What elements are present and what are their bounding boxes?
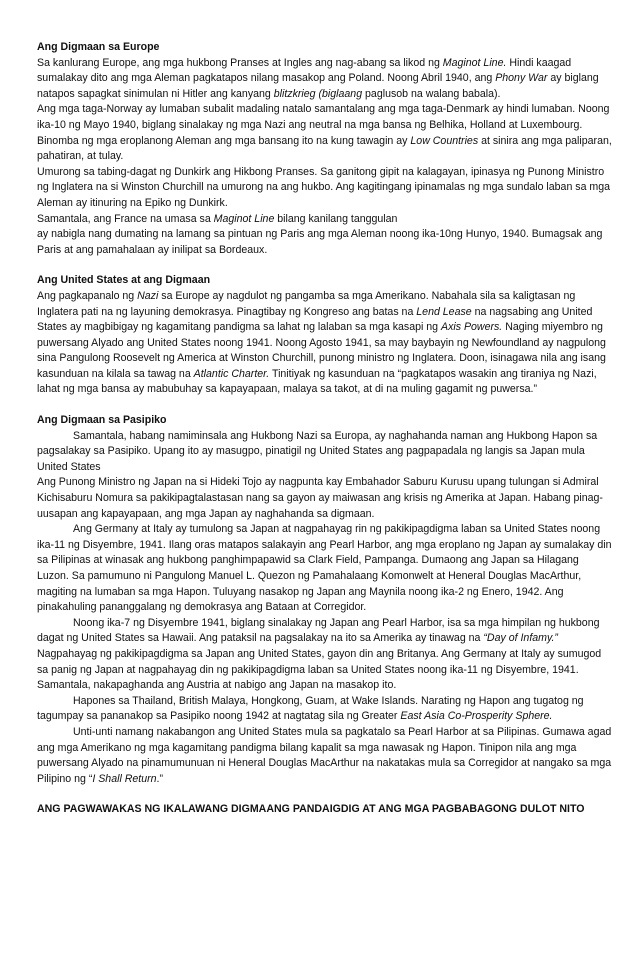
paragraph [37,227,612,258]
text-run: Ang Punong Ministro ng Japan na si Hideki Tojo ay nagpunta kay Embahador Saburu Kurusu upang tulungan si Admiral Kichisaburu Nomura sa pakikipagtalastasan nang sa gayon ay maiwasan ang krisis ng Amerika at Japan. Habang pinag-uusapan ang kapayapaan, ang mga Japan ay naghahanda sa digmaan. [37,476,603,520]
text-run: na nagsabing ang United States ay magbibigay ng kagamitang pandigma sa lahat ng lalaban sa mga kasapi ng [37,305,593,334]
text-run: ay biglang natapos sapagkat sinimulan ni Hitler ang kanyang [37,72,599,100]
document-body [37,40,612,787]
text-run: paglusob na walang babala). [362,87,501,100]
section-heading: Ang Digmaan sa Pasipiko [37,414,167,427]
paragraph [37,165,612,212]
paragraph [37,647,612,694]
italic-text: I Shall Return [92,772,157,785]
text-run: Nagpahayag ng pakikipagdigma sa Japan ang United States, gayon din ang Britanya. Ang Germany at Italy ay sumugod sa panig ng Japan at nagpahayag din ng pakikipagdigma laban sa United States noong ika-11 ng Disyembre, 1941. Samantala, nakapaghanda ang Austria at nabigo ang Japan na masakop ito. [37,647,602,692]
paragraph [37,212,612,228]
text-run: Naging miyembro ng puwersang Alyado ang United States noong 1941. Noong Agosto 1941, sa may baybayin ng Newfoundland ay nagpulong sina Pangulong Roosevelt ng America at Winston Churchill, punong ministro ng Inglatera. Doon, isinagawa nila ang isang kasunduan na kilala sa tawag na [37,321,606,380]
section [37,273,612,398]
section [37,40,612,258]
paragraph [37,102,612,164]
paragraph [37,56,612,103]
paragraph [37,475,612,522]
text-run: bilang kanilang tanggulan [274,212,398,225]
text-run: Noong ika-7 ng Disyembre 1941, biglang sinalakay ng Japan ang Pearl Harbor, isa sa mga himpilan ng hukbong dagat ng United States sa Hawaii. Ang pataksil na pagsalakay na ito sa Amerika ay tinawag na [37,616,600,645]
text-run: Ang pagkapanalo ng [37,289,138,302]
text-run: Umurong sa tabing-dagat ng Dunkirk ang Hikbong Pranses. Sa ganitong gipit na kalagayan, ipinasya ng Punong Ministro ng Inglatera na si Winston Churchill na umurong na ang hukbo. Ang kagitingang ipinamalas ng mga sundalo laban sa mga Aleman ay itinuring na Epiko ng Dunkirk. [37,165,611,209]
italic-text: Nazi [137,289,159,302]
section [37,413,612,787]
final-heading: ANG PAGWAWAKAS NG IKALAWANG DIGMAANG PANDAIGDIG AT ANG MGA PAGBABAGONG DULOT NITO [37,803,585,816]
italic-text: “Day of Infamy.” [483,632,558,645]
section-heading: Ang Digmaan sa Europe [37,41,160,53]
italic-text: Maginot Line [213,212,275,225]
paragraph [37,289,612,398]
paragraph [37,522,612,616]
text-run: Sa kanlurang Europe, ang mga hukbong Pranses at Ingles ang nag-abang sa likod ng [37,56,443,69]
paragraph [37,616,612,647]
italic-text: Maginot Line. [442,56,507,69]
text-run: ay nabigla nang dumating na lamang sa pintuan ng Paris ang mga Aleman noong ika-10ng Hunyo, 1940. Bumagsak ang Paris at ang pamahalaan ay inilipat sa Bordeaux. [37,228,603,256]
text-run: Ang Germany at Italy ay tumulong sa Japan at nagpahayag rin ng pakikipagdigma laban sa United States noong ika-11 ng Disyembre, 1941. Ilang oras matapos salakayin ang Pearl Harbor, ang mga eroplano ng Japan ay sumalakay din sa Pilipinas at winasak ang hukbong panghimpapawid sa Clark Field, Pampanga. Dumaong ang Japan sa Hilagang Luzon. Sa pamumuno ni Pangulong Manuel L. Quezon ng Pamahalaang Komonwelt at Heneral Douglas MacArthur, magiting na lumaban sa mga Hapon. Tuluyang nasakop ng Japan ang Maynila noong ika-2 ng Enero, 1942. Ang pinakahuling pananggalang ng demokrasya ang Bataan at Corregidor. [37,523,612,614]
section-heading: Ang United States at ang Digmaan [37,274,211,287]
italic-text: Atlantic Charter. [193,367,270,380]
paragraph [37,694,612,725]
text-run: Samantala, habang namiminsala ang Hukbong Nazi sa Europa, ay naghahanda naman ang Hukbong Hapon sa pagsalakay sa Pasipiko. Upang ito ay masugpo, pinatigil ng United States ang pagpapadala ng langis sa Japan mula United States [37,429,598,473]
text-run: Ang mga taga-Norway ay lumaban subalit madaling natalo samantalang ang mga taga-Denmark ay hindi lumaban. Noong ika-10 ng Mayo 1940, biglang sinalakay ng mga Nazi ang neutral na mga bansa ng Belhika, Holland at Luxembourg. Binomba ng mga eroplanong Aleman ang mga bansang ito na kung tawagin ay [37,103,610,147]
text-run: Hapones sa Thailand, British Malaya, Hongkong, Guam, at Wake Islands. Narating ng Hapon ang tugatog ng tagumpay sa pananakop sa Pasipiko noong 1942 at nagtatag sila ng Greater [37,694,584,723]
paragraph [37,429,612,476]
text-run: .” [156,772,164,785]
italic-text: Axis Powers. [441,321,503,334]
paragraph [37,725,612,787]
italic-text: Low Countries [410,134,479,147]
italic-text: blitzkrieg (biglaang [273,87,363,100]
text-run: Tinitiyak ng kasunduan na “pagkatapos wasakin ang tiraniya ng Nazi, lahat ng mga bansa ay mabubuhay sa kapayapaan, malaya sa takot, at di na muling gagamit ng puwersa.” [37,367,597,396]
italic-text: Lend Lease [416,305,472,318]
italic-text: Phony War [495,72,548,85]
text-run: at sinira ang mga paliparan, pahatiran, at tulay. [37,134,612,163]
italic-text: East Asia Co-Prosperity Sphere. [400,710,553,723]
text-run: Hindi kaagad sumalakay dito ang mga Aleman pagkatapos nilang masakop ang Poland. Noong Abril 1940, ang [37,56,572,85]
text-run: sa Europe ay nagdulot ng pangamba sa mga Amerikano. Nabahala sila sa kaligtasan ng Inglatera pati na ng layuning demokrasya. Pinagtibay ng Kongreso ang batas na [37,289,576,318]
text-run: Samantala, ang France na umasa sa [37,212,214,225]
text-run: Unti-unti namang nakabangon ang United States mula sa pagkatalo sa Pearl Harbor at sa Pilipinas. Gumawa agad ang mga Amerikano ng mga kagamitang pandigma bilang kapalit sa mga nawasak ng Hapon. Tinipon nila ang mga puwersang Alyado na pinamumunuan ni Heneral Douglas MacArthur na nakatakas mula sa Corregidor at nangako sa mga Pilipino ng “ [37,725,612,785]
